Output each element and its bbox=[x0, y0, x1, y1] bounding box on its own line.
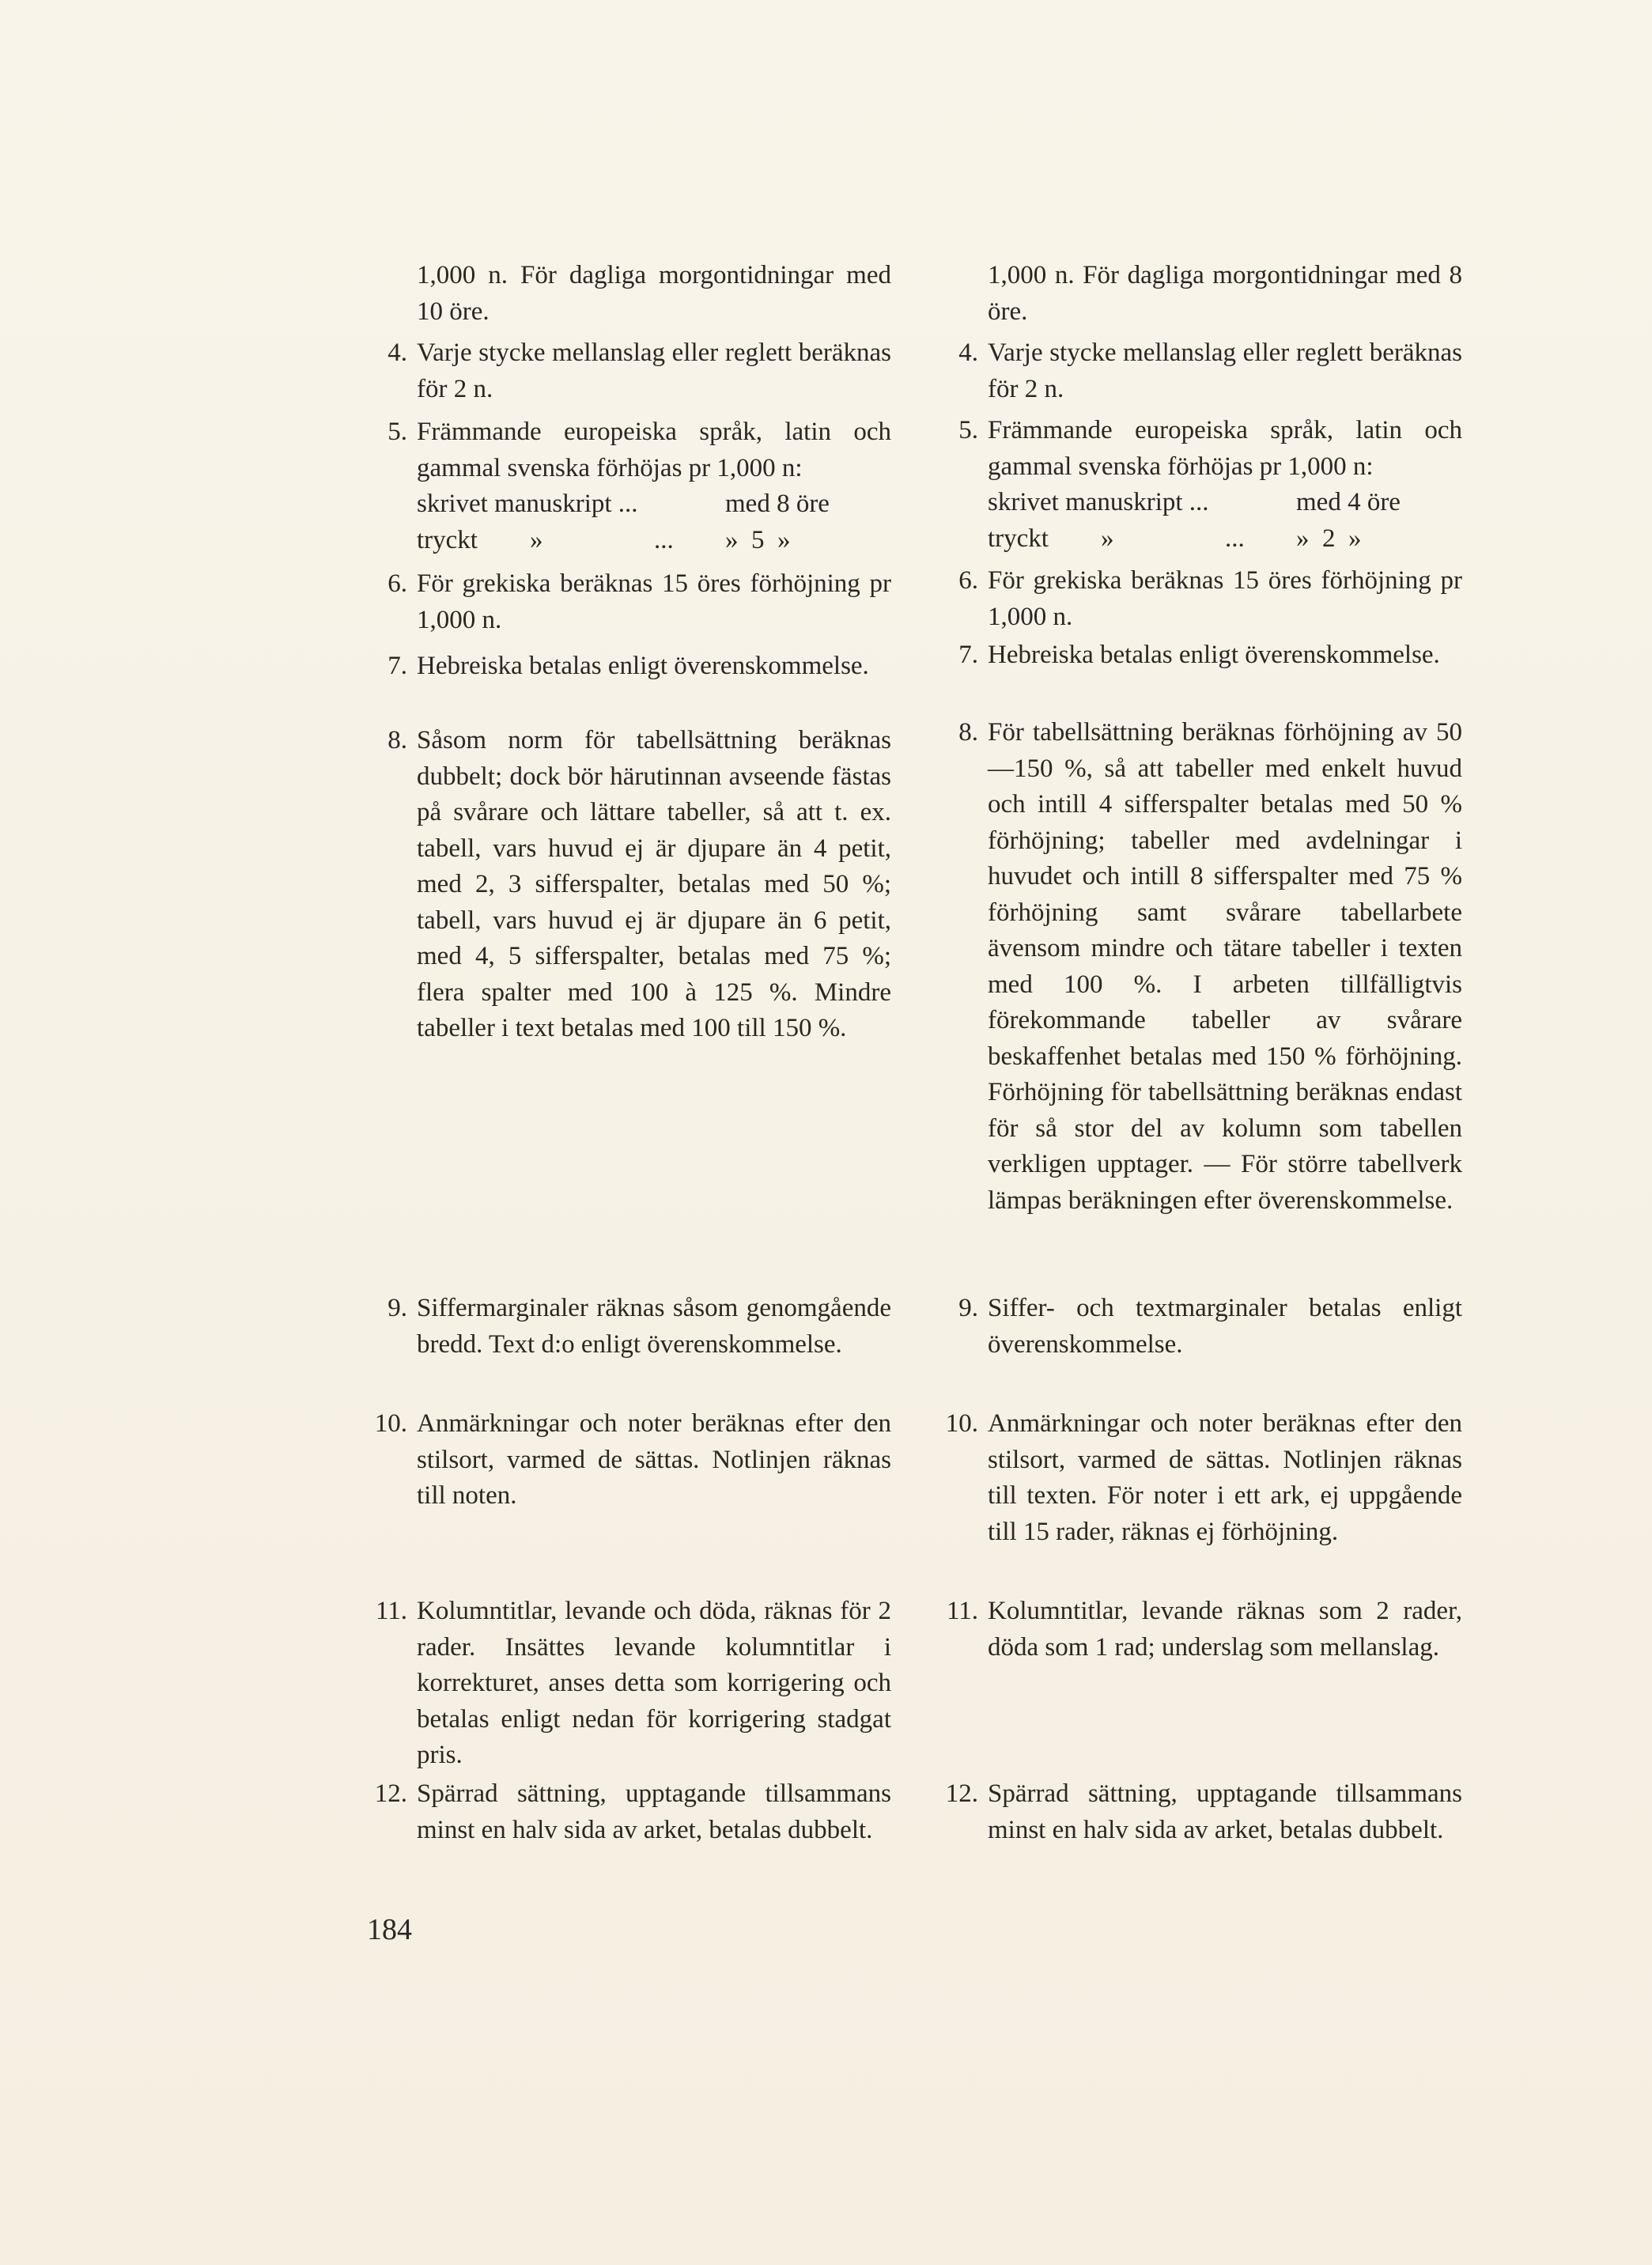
left-item-8 bbox=[387, 723, 891, 1047]
right-item-10-number: 10. bbox=[945, 1409, 978, 1438]
left-intro bbox=[417, 258, 891, 330]
right-item-7-number: 7. bbox=[958, 641, 978, 669]
left-item-5-text: Främmande europeiska språk, latin och gammal svenska förhöjas pr 1,000 n: bbox=[417, 418, 891, 482]
right-item-4-text: Varje stycke mellanslag eller reglett beräknas för 2 n. bbox=[988, 338, 1462, 403]
left-item-5 bbox=[387, 414, 891, 558]
right-price-row-printed-value: » 2 » bbox=[1296, 524, 1362, 553]
left-item-6 bbox=[387, 566, 891, 638]
right-item-5-text: Främmande europeiska språk, latin och gammal svenska förhöjas pr 1,000 n: bbox=[988, 416, 1462, 481]
right-price-row-written-label: skrivet manuskript ... bbox=[988, 488, 1209, 516]
right-item-9-text: Siffer- och textmarginaler betalas enligt överenskommelse. bbox=[988, 1294, 1462, 1359]
left-item-12-text: Spärrad sättning, upptagande tillsammans minst en halv sida av arket, betalas dubbelt. bbox=[417, 1779, 891, 1844]
right-item-8 bbox=[958, 715, 1462, 1219]
right-item-6-text: För grekiska beräknas 15 öres förhöjning pr 1,000 n. bbox=[988, 566, 1462, 631]
right-item-7 bbox=[958, 637, 1462, 674]
right-item-7-text: Hebreiska betalas enligt överenskommelse. bbox=[988, 641, 1440, 669]
left-item-10-number: 10. bbox=[374, 1409, 407, 1438]
right-item-10 bbox=[945, 1406, 1462, 1550]
left-item-12-number: 12. bbox=[374, 1779, 407, 1808]
right-price-row-written-value: med 4 öre bbox=[1296, 488, 1401, 516]
right-item-6-number: 6. bbox=[958, 566, 978, 595]
right-item-11-number: 11. bbox=[946, 1597, 978, 1625]
left-item-7 bbox=[387, 648, 891, 685]
left-item-8-number: 8. bbox=[387, 726, 407, 754]
left-item-10 bbox=[374, 1406, 891, 1514]
left-price-row-printed-mid: ... bbox=[654, 525, 674, 554]
right-item-9-number: 9. bbox=[958, 1294, 978, 1322]
left-price-row-written-label: skrivet manuskript ... bbox=[417, 490, 638, 518]
left-item-6-number: 6. bbox=[387, 569, 407, 598]
right-item-11 bbox=[946, 1594, 1462, 1666]
right-item-4-number: 4. bbox=[958, 338, 978, 367]
left-price-row-written bbox=[417, 486, 891, 523]
left-item-7-text: Hebreiska betalas enligt överenskommelse. bbox=[417, 652, 869, 680]
right-item-11-text: Kolumntitlar, levande räknas som 2 rader, döda som 1 rad; underslag som mellanslag. bbox=[988, 1597, 1462, 1662]
left-price-row-printed bbox=[417, 523, 891, 559]
left-item-11 bbox=[375, 1594, 891, 1774]
left-item-7-number: 7. bbox=[387, 652, 407, 680]
right-price-row-printed-label: tryckt » bbox=[988, 524, 1114, 553]
right-item-5-number: 5. bbox=[958, 416, 978, 444]
left-item-11-text: Kolumntitlar, levande och döda, räknas för 2 rader. Insättes levande kolumntitlar i korrekturet, anses detta som korrigering och betalas enligt nedan för korrigering stadgat pris. bbox=[417, 1597, 891, 1769]
right-item-12-number: 12. bbox=[945, 1779, 978, 1808]
left-item-9-number: 9. bbox=[387, 1294, 407, 1322]
left-item-8-text: Såsom norm för tabellsättning beräknas dubbelt; dock bör härutinnan avseende fästas på svårare och lättare tabeller, så att t. ex. tabell, vars huvud ej är djupare än 4 petit, med 2, 3 sifferspalter, betalas med 50 %; tabell, vars huvud ej är djupare än 6 petit, med 4, 5 sifferspalter, betalas med 75 %; flera spalter med 100 à 125 %. Mindre tabeller i text betalas med 100 till 150 %. bbox=[417, 726, 891, 1042]
left-price-row-printed-label: tryckt » bbox=[417, 525, 543, 554]
left-item-4-text: Varje stycke mellanslag eller reglett beräknas för 2 n. bbox=[417, 338, 891, 403]
left-item-4-number: 4. bbox=[387, 338, 407, 367]
left-item-6-text: För grekiska beräknas 15 öres förhöjning pr 1,000 n. bbox=[417, 569, 891, 634]
page-number: 184 bbox=[367, 1913, 412, 1946]
left-item-9-text: Siffermarginaler räknas såsom genomgående bredd. Text d:o enligt överenskommelse. bbox=[417, 1294, 891, 1359]
left-item-5-number: 5. bbox=[387, 418, 407, 446]
right-item-6 bbox=[958, 563, 1462, 635]
right-item-9 bbox=[958, 1291, 1462, 1363]
left-price-row-written-mid bbox=[654, 486, 725, 523]
left-intro-text: 1,000 n. För dagliga morgontidningar med 10 öre. bbox=[417, 261, 891, 326]
left-item-11-number: 11. bbox=[375, 1597, 407, 1625]
right-item-5 bbox=[958, 413, 1462, 557]
right-price-row-written-mid bbox=[1225, 485, 1296, 521]
left-item-4 bbox=[387, 335, 891, 407]
right-price-table bbox=[988, 485, 1462, 557]
left-price-row-printed-value: » 5 » bbox=[725, 525, 791, 554]
right-price-row-printed-mid: ... bbox=[1225, 524, 1245, 553]
left-price-row-written-value: med 8 öre bbox=[725, 490, 830, 518]
right-item-8-text: För tabellsättning beräknas förhöjning av 50—150 %, så att tabeller med enkelt huvud och intill 4 sifferspalter betalas med 50 % förhöjning; tabeller med avdelningar i huvudet och intill 8 sifferspalter med 75 % förhöjning samt svårare tabellarbete ävensom mindre och tätare tabeller i texten med 100 %. I arbeten tillfälligtvis förekommande tabeller av svårare beskaffenhet betalas med 150 % förhöjning. Förhöjning för tabellsättning beräknas endast för så stor del av kolumn som tabellen verkligen upptager. — För större tabellverk lämpas beräkningen efter överenskommelse. bbox=[988, 718, 1462, 1215]
right-intro bbox=[988, 258, 1462, 330]
left-item-9 bbox=[387, 1291, 891, 1363]
left-price-table bbox=[417, 486, 891, 558]
right-item-12 bbox=[945, 1776, 1462, 1848]
left-item-12 bbox=[374, 1776, 891, 1848]
left-item-10-text: Anmärkningar och noter beräknas efter den stilsort, varmed de sättas. Notlinjen räknas till noten. bbox=[417, 1409, 891, 1510]
right-price-row-written bbox=[988, 485, 1462, 521]
right-item-4 bbox=[958, 335, 1462, 407]
right-item-10-text: Anmärkningar och noter beräknas efter den stilsort, varmed de sättas. Notlinjen räknas till texten. För noter i ett ark, ej uppgående till 15 rader, räknas ej förhöjning. bbox=[988, 1409, 1462, 1546]
right-intro-text: 1,000 n. För dagliga morgontidningar med 8 öre. bbox=[988, 261, 1462, 326]
right-price-row-printed bbox=[988, 521, 1462, 558]
right-item-8-number: 8. bbox=[958, 718, 978, 747]
right-item-12-text: Spärrad sättning, upptagande tillsammans minst en halv sida av arket, betalas dubbelt. bbox=[988, 1779, 1462, 1844]
